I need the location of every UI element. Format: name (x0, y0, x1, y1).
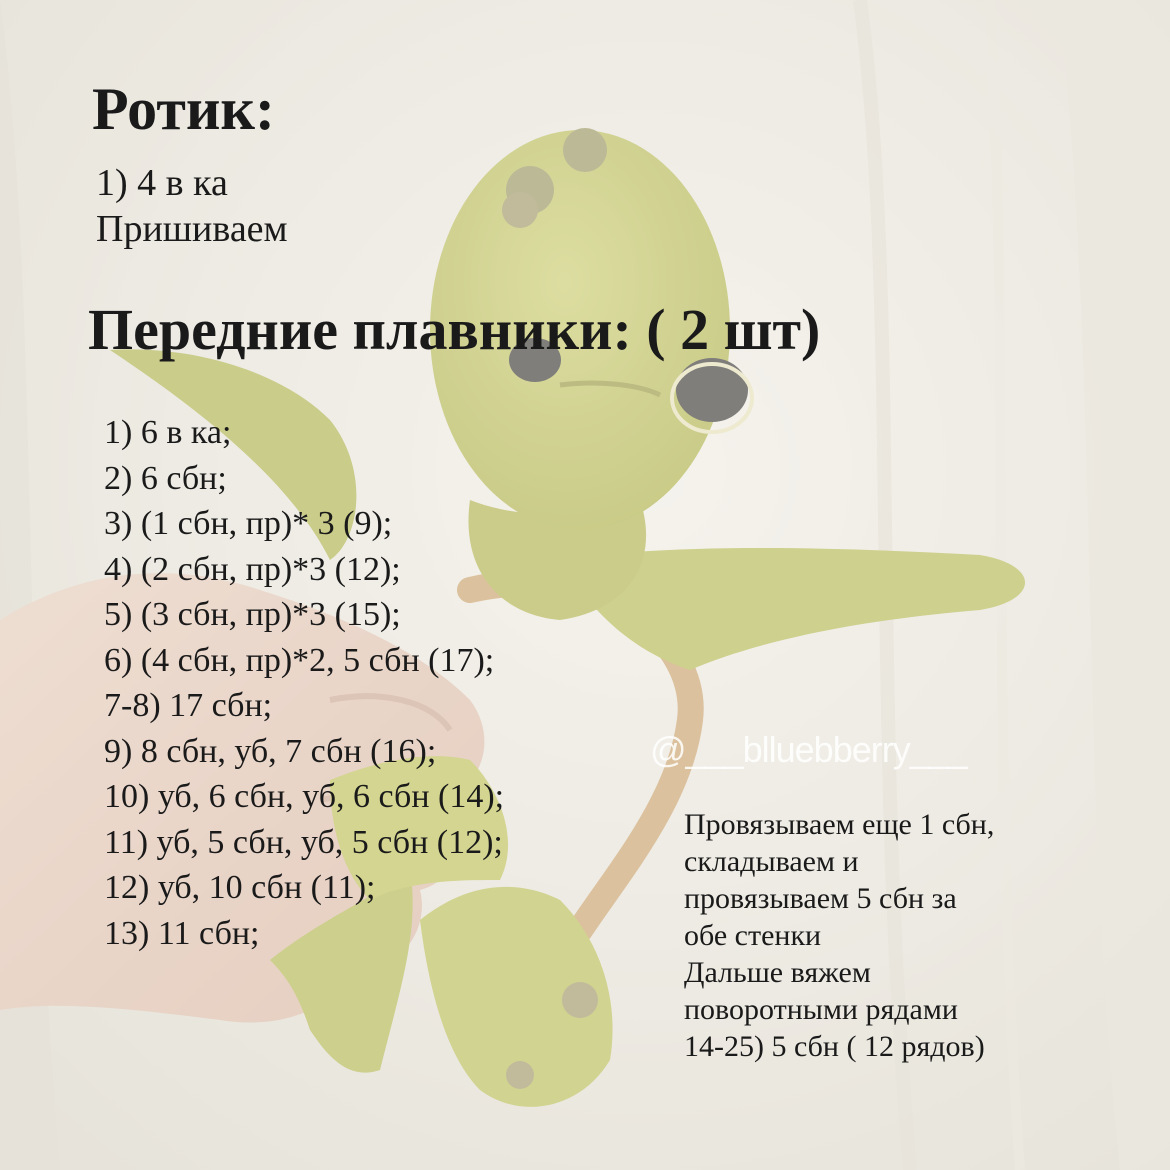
note-line: 14-25) 5 сбн ( 12 рядов) (684, 1030, 985, 1063)
fin-step: 6) (4 сбн, пр)*2, 5 сбн (17); (104, 641, 495, 679)
fin-step: 4) (2 сбн, пр)*3 (12); (104, 550, 401, 588)
fin-step: 5) (3 сбн, пр)*3 (15); (104, 596, 401, 633)
front-fins-steps (104, 410, 504, 956)
mouth-step: Пришиваем (96, 208, 288, 250)
fin-step: 9) 8 сбн, уб, 7 сбн (16); (104, 732, 437, 770)
mouth-title: Ротик: (92, 76, 275, 142)
fin-step: 10) уб, 6 сбн, уб, 6 сбн (14); (104, 778, 505, 815)
fin-step: 3) (1 сбн, пр)* 3 (9); (104, 505, 393, 542)
fin-step: 1) 6 в ка; (104, 414, 232, 451)
note-line: Провязываем еще 1 сбн, (684, 808, 995, 841)
mouth-step: 1) 4 в ка (96, 162, 228, 204)
fin-step: 7-8) 17 сбн; (104, 687, 273, 724)
note-line: Дальше вяжем (684, 956, 871, 989)
mouth-steps (96, 160, 288, 252)
note-line: поворотными рядами (684, 993, 958, 1026)
front-fins-title: Передние плавники: ( 2 шт) (88, 297, 821, 362)
fin-step: 13) 11 сбн; (104, 914, 260, 952)
note-line: провязываем 5 сбн за (684, 882, 957, 915)
assembly-note (684, 806, 994, 1065)
author-watermark: @___blluebberry___ (650, 729, 967, 770)
fin-step: 11) уб, 5 сбн, уб, 5 сбн (12); (104, 823, 503, 861)
note-line: обе стенки (684, 919, 822, 952)
note-line: складываем и (684, 845, 859, 878)
fin-step: 2) 6 сбн; (104, 459, 227, 497)
fin-step: 12) уб, 10 сбн (11); (104, 869, 376, 906)
